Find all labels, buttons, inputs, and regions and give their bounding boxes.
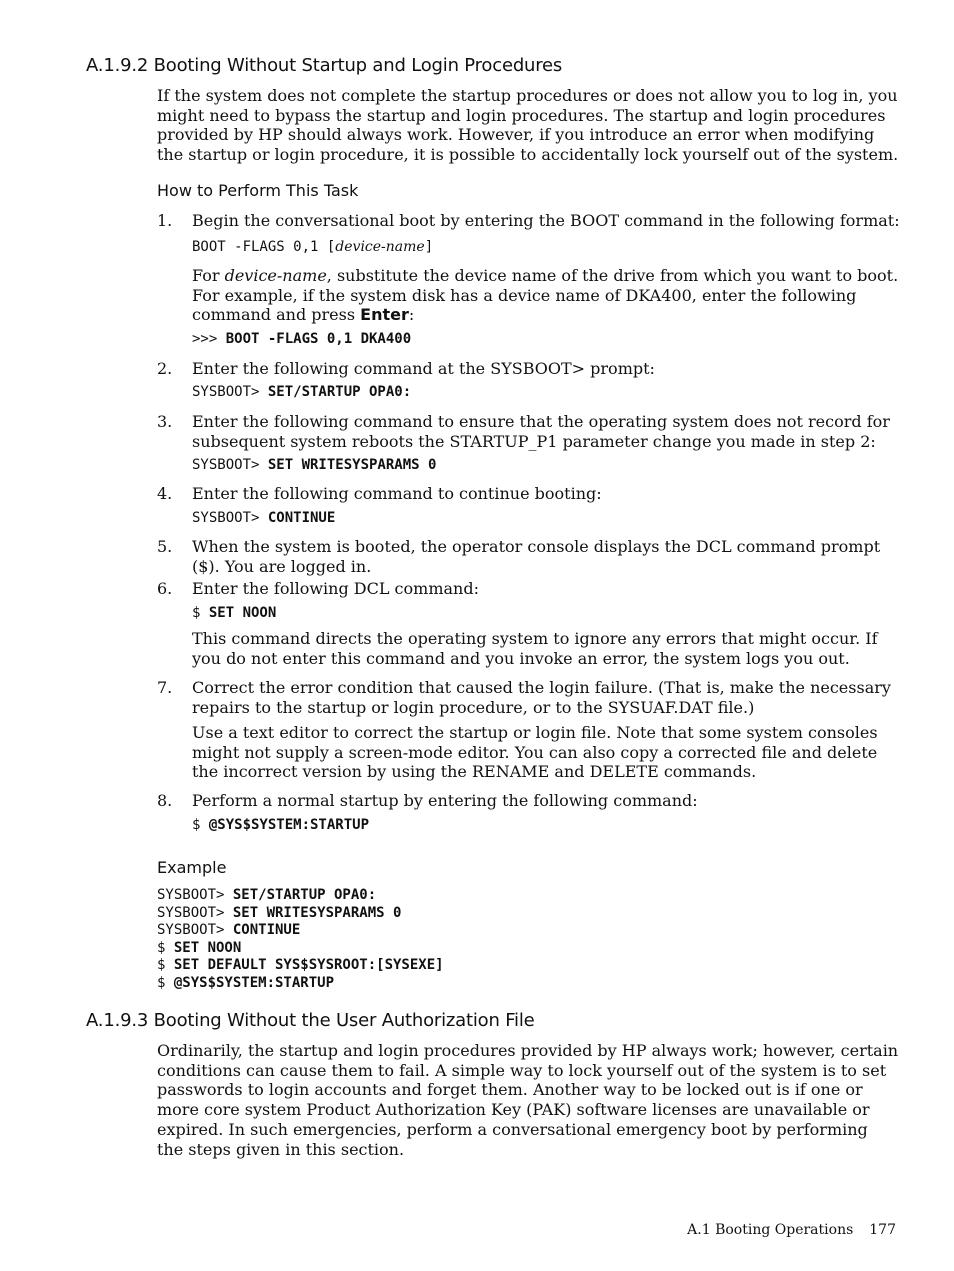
code-line bbox=[192, 605, 276, 623]
code-command: BOOT -FLAGS 0,1 DKA400 bbox=[225, 331, 412, 347]
code-command: CONTINUE bbox=[267, 510, 336, 526]
step-text: Enter the following command at the SYSBOOT> prompt: bbox=[192, 359, 655, 378]
example-code-line: $ SET NOON bbox=[157, 940, 242, 956]
code-line bbox=[192, 510, 335, 528]
step-text: Enter the following DCL command: bbox=[192, 579, 479, 598]
step-number: 4. bbox=[157, 484, 173, 503]
code-command: SET/STARTUP OPA0: bbox=[267, 384, 412, 400]
enter-key-label: Enter bbox=[360, 305, 409, 325]
code-prompt: SYSBOOT> bbox=[192, 510, 268, 526]
code-line bbox=[192, 331, 411, 349]
step-note: For device-name, substitute the device name of the drive from which you want to boot. For example, if the system disk has a device name of DKA400, enter the following command and press Enter: bbox=[192, 266, 899, 325]
code-line bbox=[192, 239, 433, 257]
step-text: When the system is booted, the operator console displays the DCL command prompt ($). You are logged in. bbox=[192, 537, 881, 576]
code-command: SET WRITESYSPARAMS 0 bbox=[267, 457, 437, 473]
code-prompt: SYSBOOT> bbox=[192, 457, 268, 473]
code-command: SET NOON bbox=[208, 605, 277, 621]
step-text: Enter the following command to continue booting: bbox=[192, 484, 602, 503]
code-line bbox=[192, 384, 411, 402]
section-body: Ordinarily, the startup and login procedures provided by HP always work; however, certain conditions can cause them to fail. A simple way to lock yourself out of the system is to set passwords to login accounts and forget them. Another way to be locked out is if one or more core system Product Authorization Key (PAK) software licenses are unavailable or expired. In such emergencies, perform a conversational emergency boot by performing the steps given in this section. bbox=[157, 1041, 899, 1159]
step-number: 1. bbox=[157, 211, 173, 230]
code-line bbox=[192, 457, 436, 475]
section-heading-a192: A.1.9.2 Booting Without Startup and Login Procedures bbox=[86, 55, 563, 76]
example-code-line: SYSBOOT> SET WRITESYSPARAMS 0 bbox=[157, 905, 402, 921]
footer-section: A.1 Booting Operations bbox=[687, 1222, 854, 1238]
task-heading: How to Perform This Task bbox=[157, 181, 359, 200]
step-number: 3. bbox=[157, 412, 173, 431]
example-heading: Example bbox=[157, 858, 227, 877]
intro-paragraph: If the system does not complete the startup procedures or does not allow you to log in, you might need to bypass the startup and login procedures. The startup and login procedures provided by HP should always work. However, if you introduce an error when modifying the startup or login procedure, it is possible to accidentally lock yourself out of the system. bbox=[157, 86, 899, 165]
step-number: 6. bbox=[157, 579, 173, 598]
step-text: Correct the error condition that caused the login failure. (That is, make the necessary repairs to the startup or login procedure, or to the SYSUAF.DAT file.) bbox=[192, 678, 891, 717]
code-prompt: >>> bbox=[192, 331, 226, 347]
example-code-line: SYSBOOT> CONTINUE bbox=[157, 922, 301, 938]
step-number: 7. bbox=[157, 678, 173, 697]
example-code-line: $ @SYS$SYSTEM:STARTUP bbox=[157, 975, 335, 991]
section-heading-a193: A.1.9.3 Booting Without the User Authorization File bbox=[86, 1010, 535, 1031]
page-footer bbox=[687, 1222, 896, 1238]
code-prompt: SYSBOOT> bbox=[192, 384, 268, 400]
example-code-line: SYSBOOT> SET/STARTUP OPA0: bbox=[157, 887, 377, 903]
step-number: 8. bbox=[157, 791, 173, 810]
code-placeholder: device-name bbox=[335, 239, 425, 255]
step-number: 2. bbox=[157, 359, 173, 378]
code-prompt: $ bbox=[192, 817, 209, 833]
code-prompt: $ bbox=[192, 605, 209, 621]
step-number: 5. bbox=[157, 537, 173, 556]
page-number: 177 bbox=[869, 1222, 896, 1238]
step-text: Begin the conversational boot by entering the BOOT command in the following format: bbox=[192, 211, 900, 230]
code-line bbox=[192, 817, 369, 835]
code-text: ] bbox=[424, 239, 434, 255]
code-command: @SYS$SYSTEM:STARTUP bbox=[208, 817, 370, 833]
code-text: BOOT -FLAGS 0,1 [ bbox=[192, 239, 336, 255]
example-code-line: $ SET DEFAULT SYS$SYSROOT:[SYSEXE] bbox=[157, 957, 444, 973]
step-text: Enter the following command to ensure that the operating system does not record for subsequent system reboots the STARTUP_P1 parameter change you made in step 2: bbox=[192, 412, 890, 451]
step-text: Perform a normal startup by entering the following command: bbox=[192, 791, 698, 810]
step-note: Use a text editor to correct the startup or login file. Note that some system consoles might not supply a screen-mode editor. You can also copy a corrected file and delete the incorrect version by using the RENAME and DELETE commands. bbox=[192, 723, 878, 782]
step-note: This command directs the operating system to ignore any errors that might occur. If you do not enter this command and you invoke an error, the system logs you out. bbox=[192, 629, 878, 668]
